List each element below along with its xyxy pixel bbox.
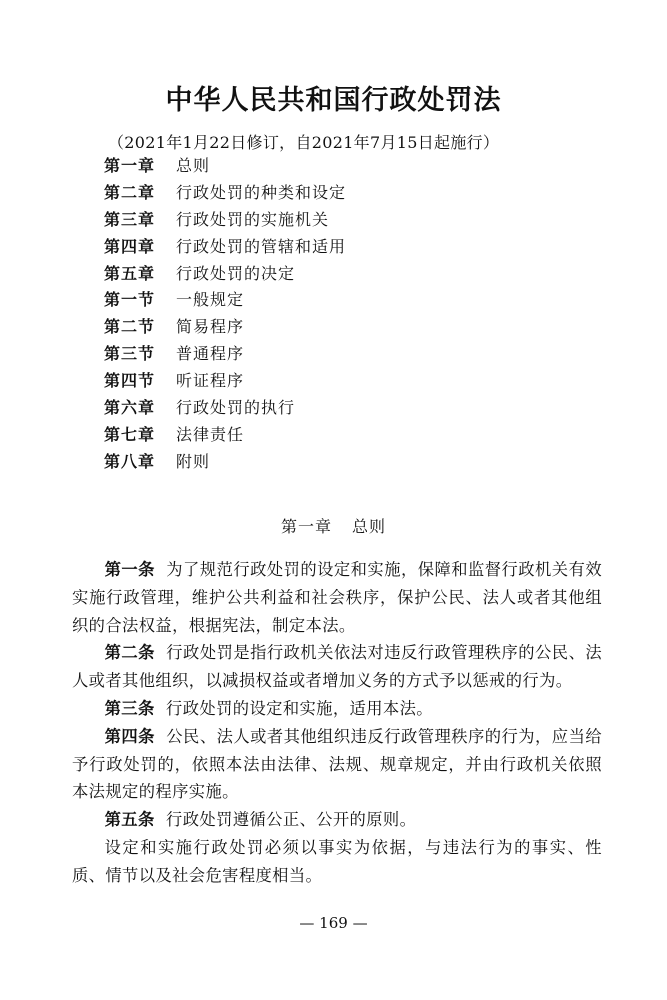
toc-item bbox=[104, 314, 346, 341]
toc-item-name: 附则 bbox=[176, 451, 211, 471]
toc-item-name: 总则 bbox=[176, 156, 211, 175]
article-text: 公民、法人或者其他组织违反行政管理秩序的行为，应当给予行政处罚的，依照本法由法律、法规、规章规定，并由行政机关依照本法规定的程序实施。 bbox=[72, 726, 603, 802]
article-number: 第三条 bbox=[104, 698, 155, 718]
toc-item-number: 第一节 bbox=[104, 290, 156, 310]
toc-item bbox=[104, 180, 346, 207]
toc-item bbox=[104, 153, 346, 180]
toc-item bbox=[104, 341, 346, 368]
chapter-body bbox=[72, 556, 602, 890]
article-paragraph bbox=[72, 556, 602, 639]
toc-item-number: 第三章 bbox=[104, 209, 156, 229]
toc-item-number: 第七章 bbox=[104, 424, 156, 444]
page-title: 中华人民共和国行政处罚法 bbox=[165, 85, 502, 116]
article-number: 第一条 bbox=[104, 560, 155, 579]
toc-item bbox=[104, 207, 346, 234]
toc-item bbox=[104, 368, 346, 395]
toc-item-number: 第五章 bbox=[104, 263, 156, 283]
toc-item-number: 第四节 bbox=[104, 371, 156, 391]
toc-item-name: 简易程序 bbox=[176, 317, 245, 337]
article-paragraph bbox=[72, 834, 602, 890]
page-number: — 169 — bbox=[299, 914, 368, 932]
toc-item bbox=[104, 234, 346, 261]
article-number: 第二条 bbox=[104, 643, 155, 663]
chapter-name: 总则 bbox=[352, 517, 387, 536]
table-of-contents bbox=[104, 153, 346, 476]
article-text: 行政处罚是指行政机关依法对违反行政管理秩序的公民、法人或者其他组织，以减损权益或者增加义务的方式予以惩戒的行为。 bbox=[72, 643, 603, 691]
toc-item-number: 第三节 bbox=[104, 344, 156, 364]
toc-item bbox=[104, 422, 346, 449]
article-paragraph bbox=[72, 723, 602, 806]
toc-item-name: 行政处罚的种类和设定 bbox=[176, 182, 347, 202]
toc-item-name: 听证程序 bbox=[176, 371, 245, 391]
toc-item-name: 行政处罚的实施机关 bbox=[176, 209, 330, 229]
article-text: 行政处罚的设定和实施，适用本法。 bbox=[166, 698, 433, 718]
toc-item-name: 普通程序 bbox=[176, 344, 245, 364]
toc-item-name: 一般规定 bbox=[176, 290, 245, 310]
toc-item-number: 第二章 bbox=[104, 182, 156, 202]
toc-item-name: 行政处罚的管辖和适用 bbox=[176, 236, 347, 256]
toc-item-number: 第四章 bbox=[104, 236, 156, 256]
document-subtitle: （2021年1月22日修订，自2021年7月15日起施行） bbox=[108, 133, 500, 152]
chapter-heading bbox=[0, 514, 667, 537]
article-text: 设定和实施行政处罚必须以事实为依据，与违法行为的事实、性质、情节以及社会危害程度相当。 bbox=[72, 837, 602, 885]
toc-item-number: 第一章 bbox=[104, 156, 156, 175]
article-paragraph bbox=[72, 695, 602, 723]
toc-item-name: 行政处罚的决定 bbox=[176, 263, 296, 283]
article-number: 第五条 bbox=[104, 810, 155, 830]
chapter-number: 第一章 bbox=[280, 517, 332, 536]
toc-item-number: 第二节 bbox=[104, 317, 156, 337]
article-paragraph bbox=[72, 806, 602, 834]
article-number: 第四条 bbox=[104, 726, 155, 746]
toc-item-name: 法律责任 bbox=[176, 424, 245, 444]
toc-item bbox=[104, 261, 346, 288]
article-text: 为了规范行政处罚的设定和实施，保障和监督行政机关有效实施行政管理，维护公共利益和社会秩序，保护公民、法人或者其他组织的合法权益，根据宪法，制定本法。 bbox=[72, 560, 603, 635]
toc-item-name: 行政处罚的执行 bbox=[176, 398, 296, 418]
toc-item bbox=[104, 287, 346, 314]
toc-item bbox=[104, 449, 346, 476]
article-paragraph bbox=[72, 639, 602, 695]
toc-item bbox=[104, 395, 346, 422]
article-text: 行政处罚遵循公正、公开的原则。 bbox=[166, 810, 417, 830]
toc-item-number: 第八章 bbox=[104, 451, 156, 471]
toc-item-number: 第六章 bbox=[104, 398, 156, 418]
